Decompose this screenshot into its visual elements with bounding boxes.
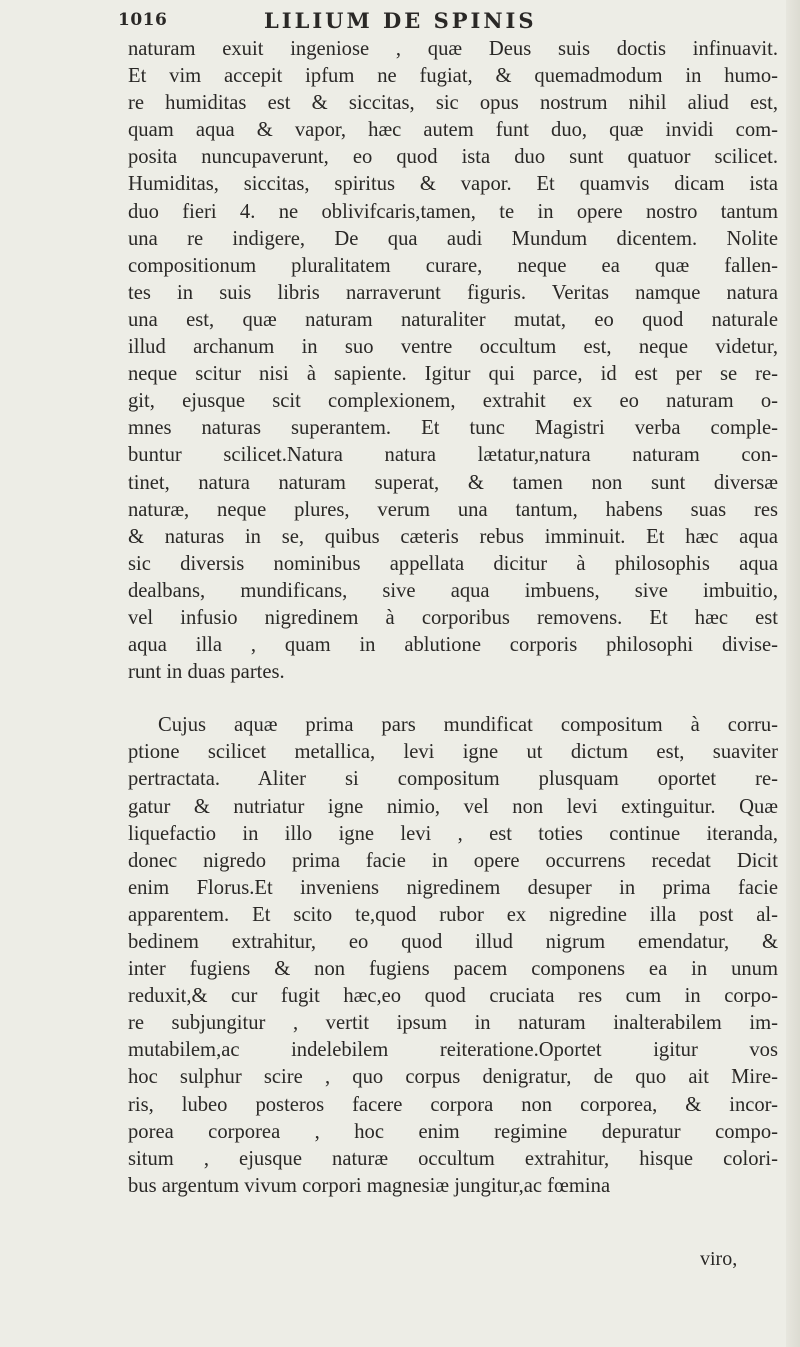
text-line: quam aqua & vapor, hæc autem funt duo, quæ invidi com- [128,119,778,142]
text-line: tinet, natura naturam superat, & tamen non sunt diversæ [128,471,778,494]
text-line: mnes naturas superantem. Et tunc Magistri verba comple- [128,417,778,440]
paragraph-gap [128,686,778,712]
text-line: vel infusio nigredinem à corporibus removens. Et hæc est [128,606,778,629]
paragraph [128,712,778,1200]
page-number: 1016 [118,10,168,30]
text-line: runt in duas partes. [128,661,285,684]
running-head [118,8,758,38]
text-line: duo fieri 4. ne oblivifcaris,tamen, te in opere nostro tantum [128,200,778,223]
text-line: aqua illa , quam in ablutione corporis philosophi divise- [128,634,778,657]
text-line: naturæ, neque plures, verum una tantum, habens suas res [128,498,778,521]
text-line: sic diversis nominibus appellata dicitur à philosophis aqua [128,552,778,575]
text-line: porea corporea , hoc enim regimine depuratur compo- [128,1120,778,1143]
text-line: Humiditas, siccitas, spiritus & vapor. Et quamvis dicam ista [128,173,778,196]
text-line: bus argentum vivum corpori magnesiæ jungitur,ac fœmina [128,1174,611,1197]
text-line: gatur & nutriatur igne nimio, vel non levi extinguitur. Quæ [128,795,778,818]
running-title: LILIUM DE SPINIS [264,8,537,33]
page-edge [786,0,800,1347]
text-line: bedinem extrahitur, eo quod illud nigrum emendatur, & [128,931,778,953]
text-line: dealbans, mundificans, sive aqua imbuens, sive imbuitio, [128,579,778,602]
text-line: hoc sulphur scire , quo corpus denigratur, de quo ait Mire- [128,1066,778,1089]
text-line: illud archanum in suo ventre occultum est, neque videtur, [128,336,778,359]
text-line: una re indigere, De qua audi Mundum dicentem. Nolite [128,227,778,250]
text-line: donec nigredo prima facie in opere occurrens recedat Dicit [128,849,778,872]
text-line: re subjungitur , vertit ipsum in naturam inalterabilem im- [128,1012,778,1035]
text-line: ptione scilicet metallica, levi igne ut dictum est, suaviter [128,741,778,764]
text-line: & naturas in se, quibus cæteris rebus imminuit. Et hæc aqua [128,525,778,548]
text-line: reduxit,& cur fugit hæc,eo quod cruciata res cum in corpo- [128,985,778,1008]
text-line: liquefactio in illo igne levi , est toties continue iteranda, [128,822,778,845]
text-line: naturam exuit ingeniose , quæ Deus suis doctis infinuavit. [128,38,778,60]
text-line: re humiditas est & siccitas, sic opus nostrum nihil aliud est, [128,92,778,115]
text-line: una est, quæ naturam naturaliter mutat, eo quod naturale [128,308,778,331]
text-line: tes in suis libris narraverunt figuris. Veritas namque natura [128,281,778,304]
text-line: Cujus aquæ prima pars mundificat compositum à corru- [158,714,778,737]
body-text [128,36,778,1200]
text-line: neque scitur nisi à sapiente. Igitur qui parce, id est per se re- [128,363,778,386]
text-line: Et vim accepit ipfum ne fugiat, & quemadmodum in humo- [128,65,778,88]
text-line: enim Florus.Et inveniens nigredinem desuper in prima facie [128,876,778,899]
text-line: pertractata. Aliter si compositum plusquam oportet re- [128,768,778,791]
text-line: posita nuncupaverunt, eo quod ista duo sunt quatuor scilicet. [128,146,778,169]
text-line: situm , ejusque naturæ occultum extrahitur, hisque colori- [128,1147,778,1170]
text-line: mutabilem,ac indelebilem reiteratione.Oportet igitur vos [128,1039,778,1062]
text-line: apparentem. Et scito te,quod rubor ex nigredine illa post al- [128,903,778,926]
text-line: inter fugiens & non fugiens pacem componens ea in unum [128,958,778,981]
paragraph [128,36,778,686]
text-line: buntur scilicet.Natura natura lætatur,natura naturam con- [128,444,778,467]
catchword: viro, [700,1248,738,1270]
text-line: ris, lubeo posteros facere corpora non corporea, & incor- [128,1093,778,1116]
text-line: compositionum pluralitatem curare, neque ea quæ fallen- [128,254,778,277]
text-line: git, ejusque scit complexionem, extrahit ex eo naturam o- [128,390,778,413]
